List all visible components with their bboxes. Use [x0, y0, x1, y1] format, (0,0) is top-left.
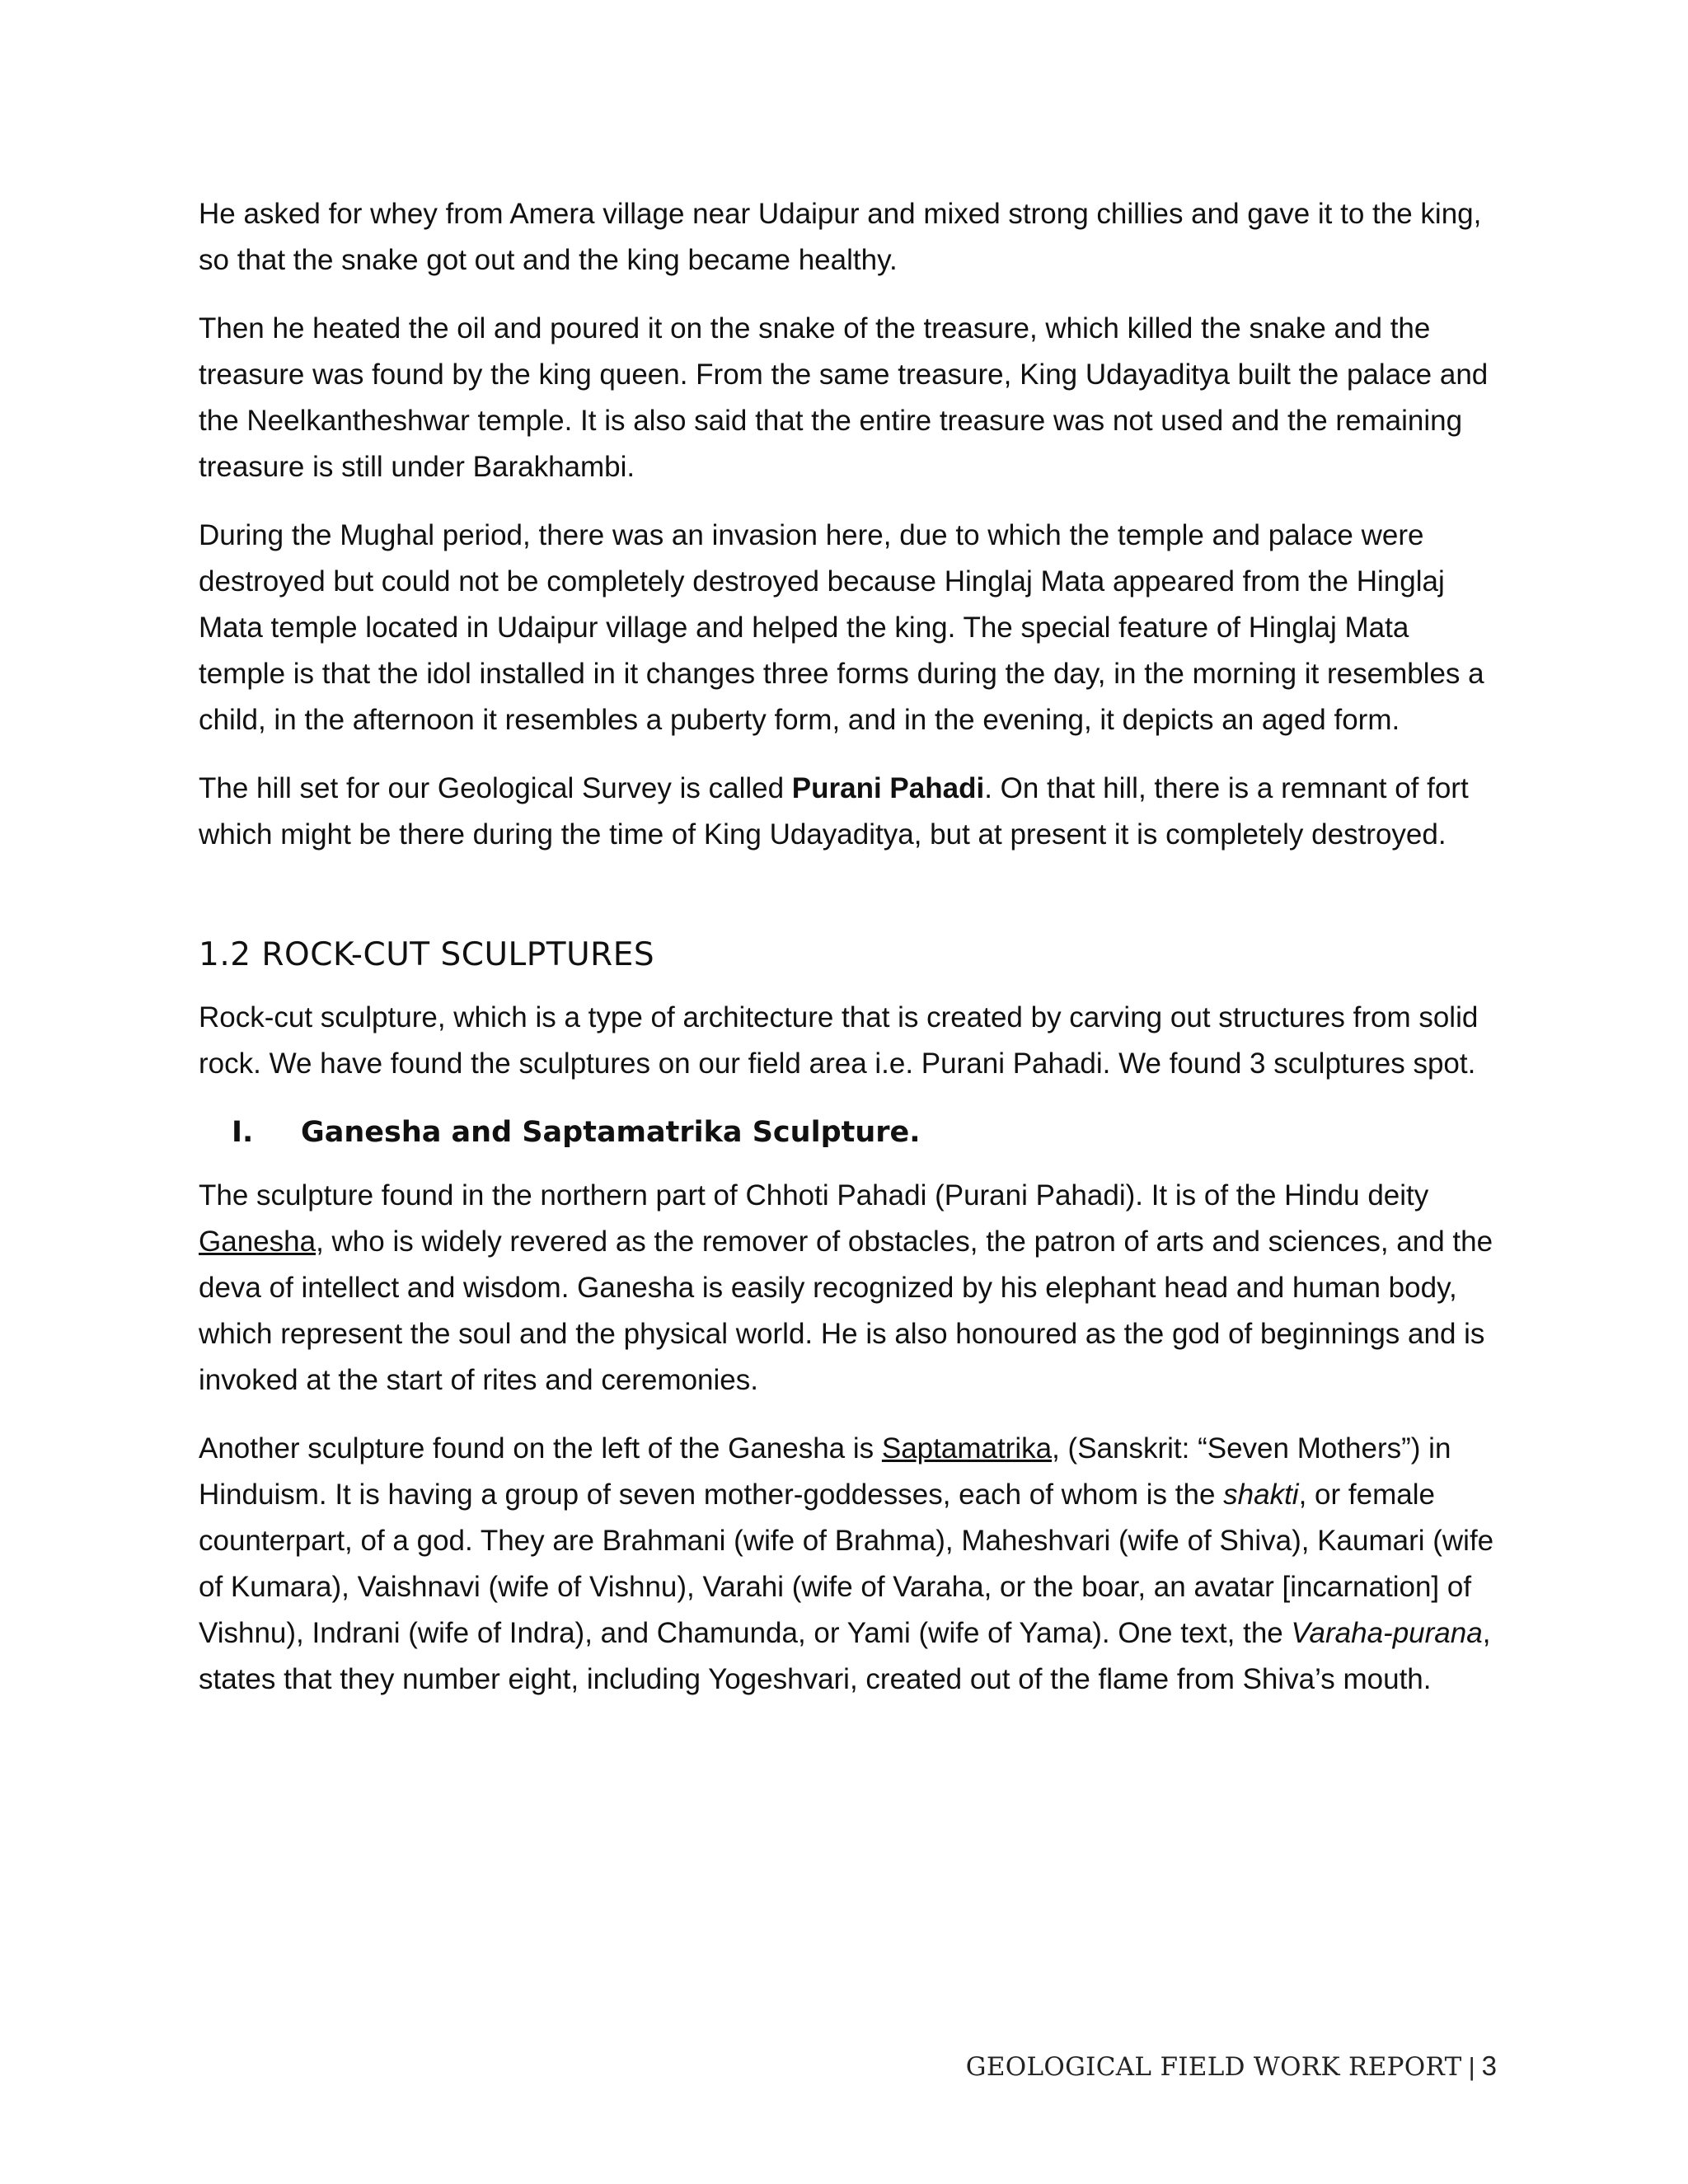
paragraph-treasure: Then he heated the oil and poured it on the snake of the treasure, which killed the snake and the treasure was found by the king queen. From the same treasure, King Udayaditya built the palace and the Neelkantheshwar temple. It is also said that the entire treasure was not used and the remaining treasure is still under Barakhambi. [199, 312, 1489, 483]
text-run: . On that hill, there is a remnant of fort which might be there during the time of King Udayaditya, but at present it is completely destroyed. [199, 772, 1469, 851]
subsection-heading [199, 1109, 1501, 1155]
page-footer [966, 2050, 1497, 2083]
page-body [199, 191, 1501, 1725]
link-ganesha[interactable]: Ganesha [199, 1226, 316, 1258]
italic-term-shakti: shakti [1223, 1479, 1299, 1511]
text-run: , (Sanskrit: “Seven Mothers”) in Hinduism. It is having a group of seven mother-goddesses, each of whom is the [199, 1432, 1451, 1511]
link-saptamatrika[interactable]: Saptamatrika [881, 1432, 1053, 1465]
paragraph-mughal-period: During the Mughal period, there was an invasion here, due to which the temple and palace were destroyed but could not be completely destroyed because Hinglaj Mata appeared from the Hinglaj Mata temple located in Udaipur village and helped the king. The special feature of Hinglaj Mata temple is that the idol installed in it changes three forms during the day, in the morning it resembles a child, in the afternoon it resembles a puberty form, and in the evening, it depicts an aged form. [199, 519, 1484, 736]
paragraph-rock-cut-intro: Rock-cut sculpture, which is a type of architecture that is created by carving out structures from solid rock. We have found the sculptures on our field area i.e. Purani Pahadi. We found 3 sculptures spot. [199, 1001, 1479, 1080]
section-heading: 1.2 ROCK-CUT SCULPTURES [199, 936, 655, 973]
text-run: , or female counterpart, of a god. They are Brahmani (wife of Brahma), Maheshvari (wife of Shiva), Kaumari (wife of Kumara), Vaishnavi (wife of Vishnu), Varahi (wife of Varaha, or the boar, an avatar [incarnation] of Vishnu), Indrani (wife of Indra), and Chamunda, or Yami (wife of Yama). One text, the [199, 1479, 1494, 1649]
text-run: The sculpture found in the northern part of Chhoti Pahadi (Purani Pahadi). It is of the Hindu deity [199, 1179, 1429, 1212]
subsection-title: Ganesha and Saptamatrika Sculpture. [301, 1116, 921, 1149]
footer-report-title: GEOLOGICAL FIELD WORK REPORT [965, 2052, 1462, 2082]
text-run: The hill set for our Geological Survey is called [199, 772, 792, 804]
subsection-number: I. [232, 1116, 254, 1149]
paragraph-purani-pahadi [199, 766, 1501, 858]
bold-term-purani-pahadi: Purani Pahadi [791, 772, 985, 804]
page-number: 3 [1481, 2050, 1497, 2081]
paragraph-saptamatrika [199, 1426, 1501, 1703]
text-run: Another sculpture found on the left of the Ganesha is [199, 1432, 882, 1465]
paragraph-ganesha [199, 1173, 1501, 1404]
footer-separator: | [1468, 2052, 1475, 2081]
text-run: , who is widely revered as the remover of obstacles, the patron of arts and sciences, and the deva of intellect and wisdom. Ganesha is easily recognized by his elephant head and human body, which represent the soul and the physical world. He is also honoured as the god of beginnings and is invoked at the start of rites and ceremonies. [199, 1226, 1493, 1396]
paragraph-whey-remedy: He asked for whey from Amera village near Udaipur and mixed strong chillies and gave it to the king, so that the snake got out and the king became healthy. [199, 198, 1482, 276]
text-run: , states that they number eight, including Yogeshvari, created out of the flame from Shiva’s mouth. [199, 1617, 1491, 1695]
italic-term-varaha-purana: Varaha-purana [1291, 1617, 1483, 1649]
